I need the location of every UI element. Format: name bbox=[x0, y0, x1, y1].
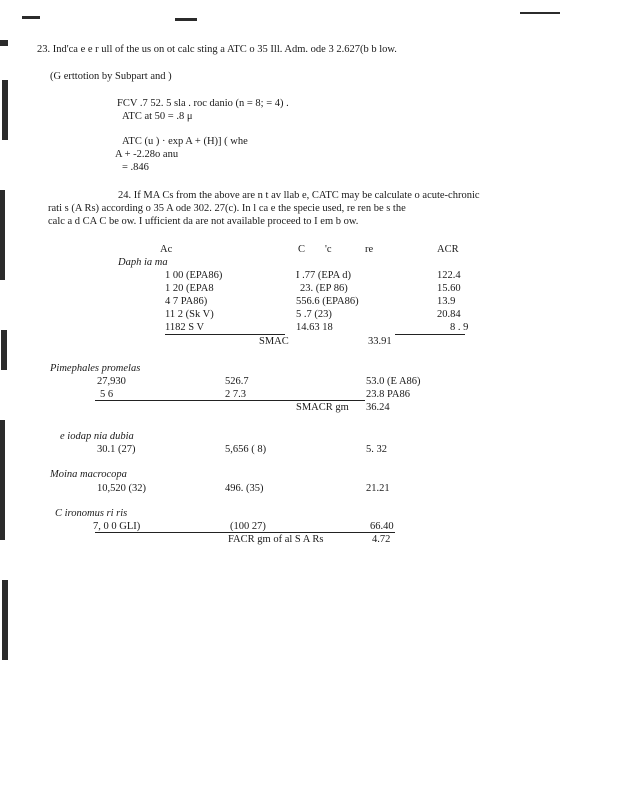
moina-acute: 10,520 (32) bbox=[97, 483, 146, 494]
daphnia-row2-acr: 15.60 bbox=[437, 283, 461, 294]
pimephales-row1-acute: 27,930 bbox=[97, 376, 126, 387]
scan-mark bbox=[2, 580, 8, 660]
scan-edge bbox=[0, 40, 12, 690]
daphnia-row4-acr: 20.84 bbox=[437, 309, 461, 320]
daphnia-smac-value: 33.91 bbox=[368, 336, 392, 347]
daphnia-smac-label: SMAC bbox=[259, 336, 289, 347]
ceriodaphnia-chronic: 5,656 ( 8) bbox=[225, 444, 267, 455]
q23-fcv: FCV .7 52. 5 sla . roc danio (n = 8; = 4) . bbox=[117, 98, 289, 109]
chironomus-acr: 66.40 bbox=[370, 521, 394, 532]
daphnia-row3-acr: 13.9 bbox=[437, 296, 456, 307]
scan-mark bbox=[0, 40, 8, 46]
header-chronic-ic: 'c bbox=[325, 244, 332, 255]
q23-line2: (G erttotion by Subpart and ) bbox=[50, 71, 172, 82]
species-pimephales: Pimephales promelas bbox=[50, 363, 141, 374]
moina-acr: 21.21 bbox=[366, 483, 390, 494]
pimephales-row2-chronic: 2 7.3 bbox=[225, 389, 246, 400]
daphnia-row4-acute: 11 2 (Sk V) bbox=[165, 309, 214, 320]
daphnia-row1-acr: 122.4 bbox=[437, 270, 461, 281]
q23-b-value: = .846 bbox=[122, 162, 149, 173]
pimephales-row2-acr: 23.8 PA86 bbox=[366, 389, 410, 400]
scan-mark bbox=[0, 190, 5, 280]
q24-line1: 24. If MA Cs from the above are n t av llab e, CATC may be calculate o acute-chronic bbox=[118, 190, 480, 201]
moina-chronic: 496. (35) bbox=[225, 483, 264, 494]
daphnia-row3-acute: 4 7 PA86) bbox=[165, 296, 208, 307]
species-moina: Moina macrocopa bbox=[50, 469, 127, 480]
ceriodaphnia-acr: 5. 32 bbox=[366, 444, 387, 455]
q23-equation: ATC (u ) · exp A + (H)] ( whe bbox=[122, 136, 248, 147]
daphnia-row2-acute: 1 20 (EPA8 bbox=[165, 283, 214, 294]
chironomus-chronic: (100 27) bbox=[230, 521, 266, 532]
chironomus-acute: 7, 0 0 GLI) bbox=[93, 521, 141, 532]
underline bbox=[165, 334, 285, 335]
pimephales-row1-acr: 53.0 (E A86) bbox=[366, 376, 421, 387]
q24-line3: calc a d CA C be ow. I ufficient da are not available proceed to I em b ow. bbox=[48, 216, 359, 227]
pimephales-smacr-value: 36.24 bbox=[366, 402, 390, 413]
scan-mark bbox=[1, 330, 7, 370]
daphnia-row3-chronic: 556.6 (EPA86) bbox=[296, 296, 359, 307]
header-acute: Ac bbox=[160, 244, 173, 255]
daphnia-row1-chronic: I .77 (EPA d) bbox=[296, 270, 352, 281]
underline bbox=[95, 532, 395, 533]
daphnia-row5-chronic: 14.63 18 bbox=[296, 322, 333, 333]
species-daphnia: Daph ia ma bbox=[118, 257, 168, 268]
daphnia-row5-acute: 1182 S V bbox=[165, 322, 205, 333]
header-acr: ACR bbox=[437, 244, 459, 255]
underline bbox=[395, 334, 465, 335]
ceriodaphnia-acute: 30.1 (27) bbox=[97, 444, 136, 455]
daphnia-row5-acr: 8 . 9 bbox=[450, 322, 469, 333]
header-ref: re bbox=[365, 244, 374, 255]
facr-label: FACR gm of al S A Rs bbox=[228, 534, 324, 545]
header-chronic-c: C bbox=[298, 244, 306, 255]
daphnia-row1-acute: 1 00 (EPA86) bbox=[165, 270, 223, 281]
species-chironomus: C ironomus ri ris bbox=[55, 508, 128, 519]
scan-mark bbox=[2, 80, 8, 140]
q23-line1: 23. Ind'ca e e r ull of the us on ot calc sting a ATC o 35 Ill. Adm. ode 3 2.627(b b low. bbox=[37, 44, 397, 55]
species-ceriodaphnia: e iodap nia dubia bbox=[60, 431, 134, 442]
q23-a-value: A + -2.28o anu bbox=[115, 149, 179, 160]
q23-atc50: ATC at 50 = .8 μ bbox=[122, 111, 193, 122]
scan-mark bbox=[0, 420, 5, 540]
underline bbox=[95, 400, 365, 401]
scan-mark bbox=[175, 18, 197, 21]
scan-mark bbox=[520, 12, 560, 14]
pimephales-row1-chronic: 526.7 bbox=[225, 376, 249, 387]
facr-value: 4.72 bbox=[372, 534, 391, 545]
q24-line2: rati s (A Rs) according o 35 A ode 302. 27(c). In l ca e the specie used, re ren be s the bbox=[48, 203, 406, 214]
scan-mark bbox=[22, 16, 40, 19]
daphnia-row2-chronic: 23. (EP 86) bbox=[300, 283, 348, 294]
pimephales-row2-acute: 5 6 bbox=[100, 389, 114, 400]
pimephales-smacr-label: SMACR gm bbox=[296, 402, 349, 413]
daphnia-row4-chronic: 5 .7 (23) bbox=[296, 309, 332, 320]
